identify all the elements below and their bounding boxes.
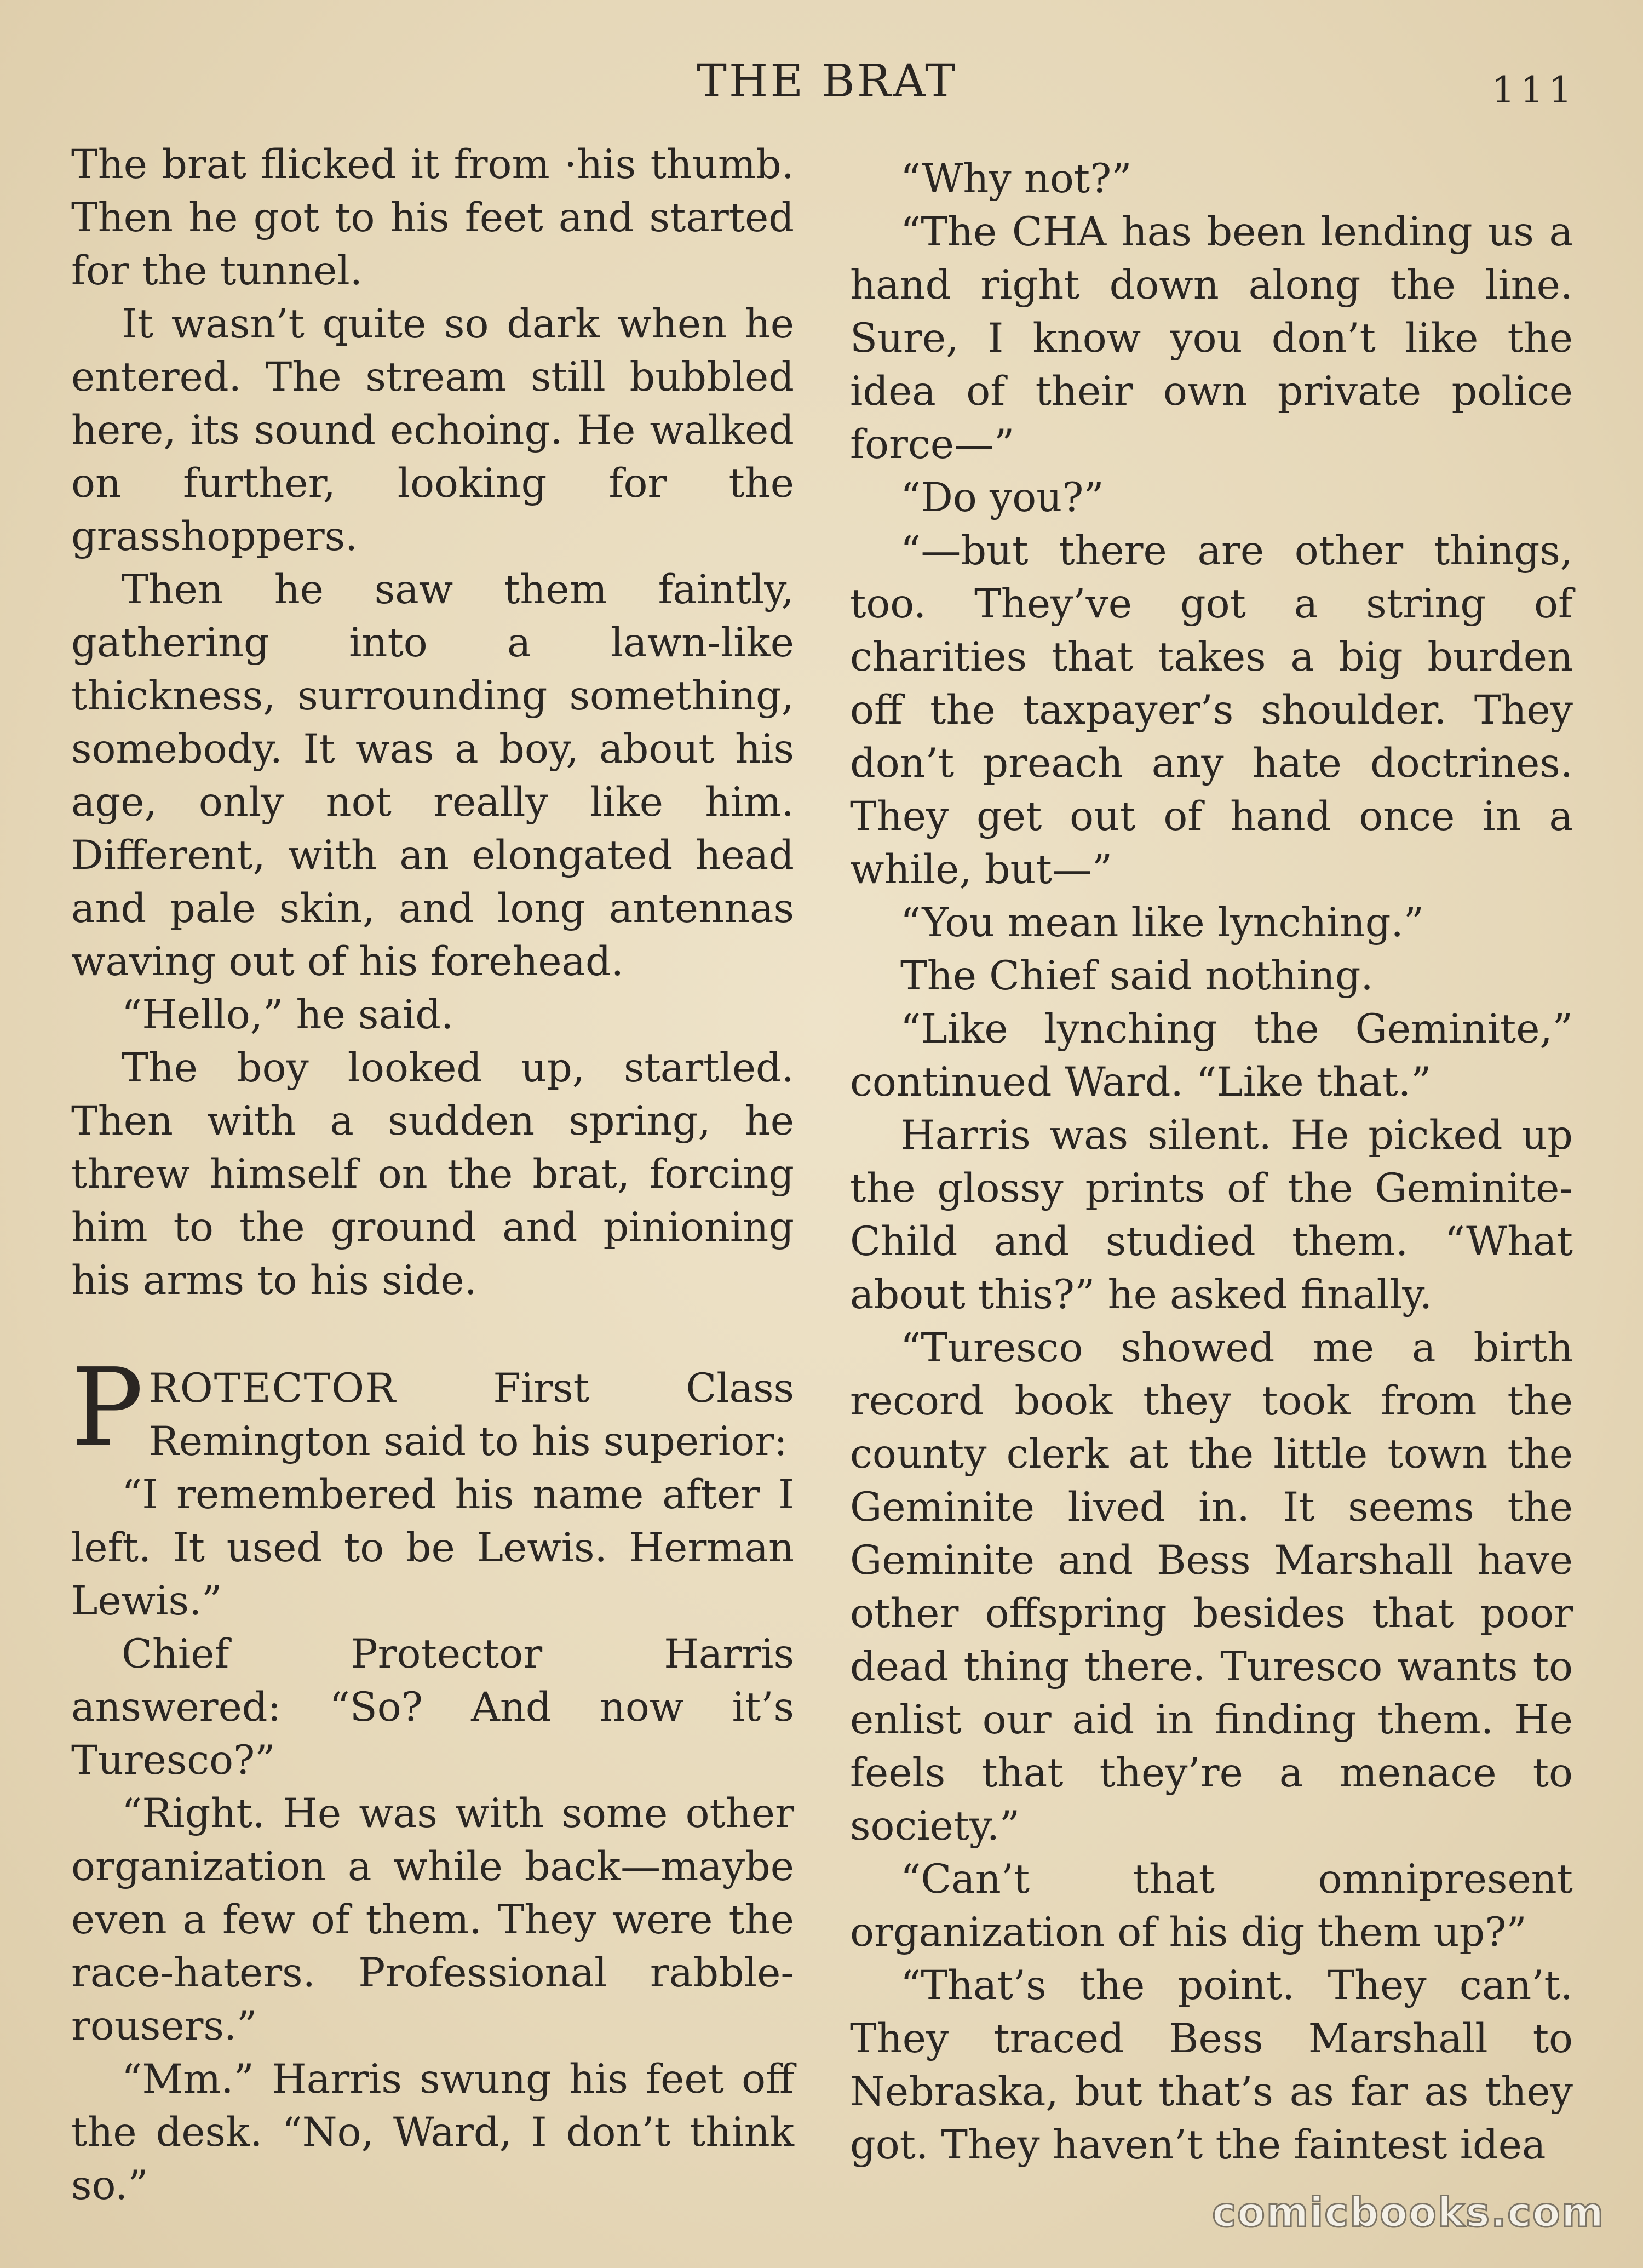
section-smallcaps: ROTECTOR <box>148 1365 397 1412</box>
paragraph: “You mean like lynching.” <box>900 900 1424 946</box>
right-column <box>850 152 1573 2172</box>
drop-cap: P <box>71 1345 143 1470</box>
paragraph: “Turesco showed me a birth record book they took from the county clerk at the little town the Geminite lived in. It seems the Geminite and Bess Marshall have other offspring besides that poor dead thing there. Turesco wants to enlist our aid in finding them. He feels that they’re a menace to society.” <box>850 1325 1573 1849</box>
paragraph: “Can’t that omnipresent organization of his dig them up?” <box>850 1856 1573 1956</box>
paragraph: “Hello,” he said. <box>122 992 454 1038</box>
section-first-text: First Class Remington said to his superior: <box>148 1365 794 1465</box>
paragraph: “Do you?” <box>900 474 1104 521</box>
page-number: 111 <box>1492 69 1577 111</box>
paragraph: The boy looked up, startled. Then with a sudden spring, he threw himself on the brat, forcing him to the ground and pinioning his arms to his side. <box>71 1045 794 1304</box>
paragraph: The Chief said nothing. <box>900 953 1374 999</box>
paragraph: The brat flicked it from ·his thumb. Then he got to his feet and started for the tunnel. <box>71 141 794 294</box>
paragraph: “Like lynching the Geminite,” continued Ward. “Like that.” <box>850 1006 1573 1106</box>
paragraph: It wasn’t quite so dark when he entered. The stream still bubbled here, its sound echoing. He walked on further, looking for the grasshoppers. <box>71 301 794 560</box>
left-column <box>71 138 794 2212</box>
paragraph: “Why not?” <box>900 156 1132 202</box>
paragraph: “Right. He was with some other organization a while back—maybe even a few of them. They were the race-haters. Professional rabble-rousers.” <box>71 1790 794 2049</box>
paragraph: “Mm.” Harris swung his feet off the desk. “No, Ward, I don’t think so.” <box>71 2056 794 2209</box>
paragraph: “That’s the point. They can’t. They traced Bess Marshall to Nebraska, but that’s as far as they got. They haven’t the faintest idea <box>850 1962 1573 2168</box>
paragraph: Harris was silent. He picked up the glossy prints of the Geminite-Child and studied them. “What about this?” he asked finally. <box>850 1112 1573 1318</box>
paragraph: Chief Protector Harris answered: “So? And now it’s Turesco?” <box>71 1631 794 1784</box>
paragraph: “I remembered his name after I left. It used to be Lewis. Herman Lewis.” <box>71 1471 794 1624</box>
running-title: THE BRAT <box>697 55 957 107</box>
paragraph: “The CHA has been lending us a hand right down along the line. Sure, I know you don’t like the idea of their own private police force—” <box>850 209 1573 468</box>
section-opening-paragraph <box>71 1345 794 1470</box>
site-watermark: comicbooks.com <box>1212 2189 1605 2236</box>
paragraph: Then he saw them faintly, gathering into a lawn-like thickness, surrounding something, somebody. It was a boy, about his age, only not really like him. Different, with an elongated head and pale skin, and long antennas waving out of his forehead. <box>71 566 794 985</box>
paragraph: “—but there are other things, too. They’ve got a string of charities that takes a big burden off the taxpayer’s shoulder. They don’t preach any hate doctrines. They get out of hand once in a while, but—” <box>850 528 1573 893</box>
